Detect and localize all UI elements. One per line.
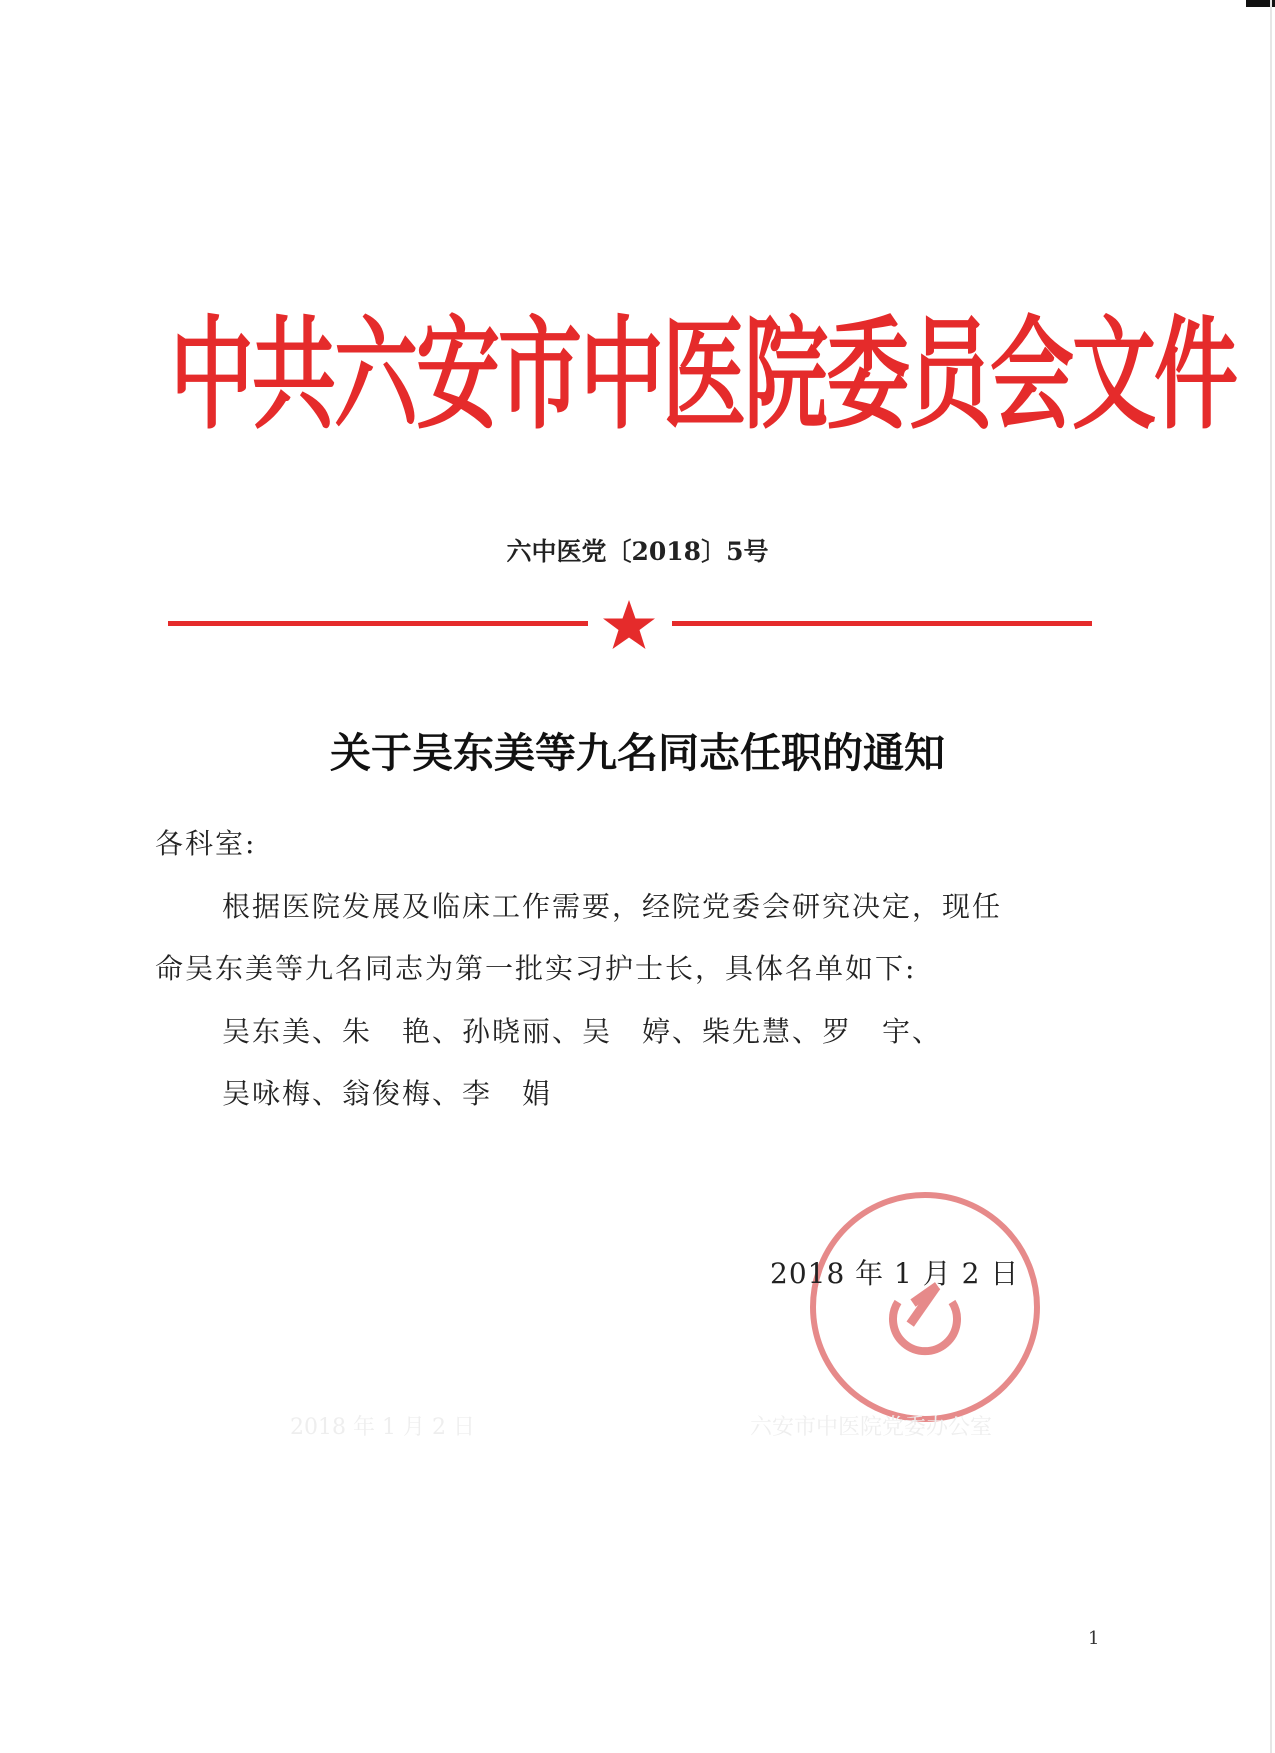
- red-divider-left: [168, 621, 588, 626]
- show-through-text-right: 六安市中医院党委办公室: [750, 1415, 993, 1440]
- red-star-icon: [601, 598, 657, 654]
- names-line-2: 吴咏梅、翁俊梅、李 娟: [222, 1077, 553, 1110]
- scan-edge: [1270, 0, 1272, 1753]
- paragraph-line-1: 根据医院发展及临床工作需要，经院党委会研究决定，现任: [222, 890, 1003, 923]
- salutation: 各科室:: [155, 827, 257, 860]
- document-number: 六中医党〔2018〕5号: [506, 537, 769, 566]
- notice-title: 关于吴东美等九名同志任职的通知: [330, 729, 945, 777]
- seal-emblem-icon: [893, 1282, 957, 1351]
- masthead: 中共六安市中医院委员会文件: [170, 303, 1237, 447]
- paragraph-line-2: 命吴东美等九名同志为第一批实习护士长，具体名单如下:: [155, 952, 917, 985]
- show-through-text-left: 2018 年 1 月 2 日: [290, 1415, 475, 1440]
- names-line-1: 吴东美、朱 艳、孙晓丽、吴 婷、柴先慧、罗 宇、: [222, 1015, 943, 1048]
- red-divider-right: [672, 621, 1092, 626]
- issue-date: 2018 年 1 月 2 日: [770, 1257, 1020, 1290]
- official-seal: [800, 1182, 1050, 1432]
- page-number: 1: [1088, 1628, 1100, 1649]
